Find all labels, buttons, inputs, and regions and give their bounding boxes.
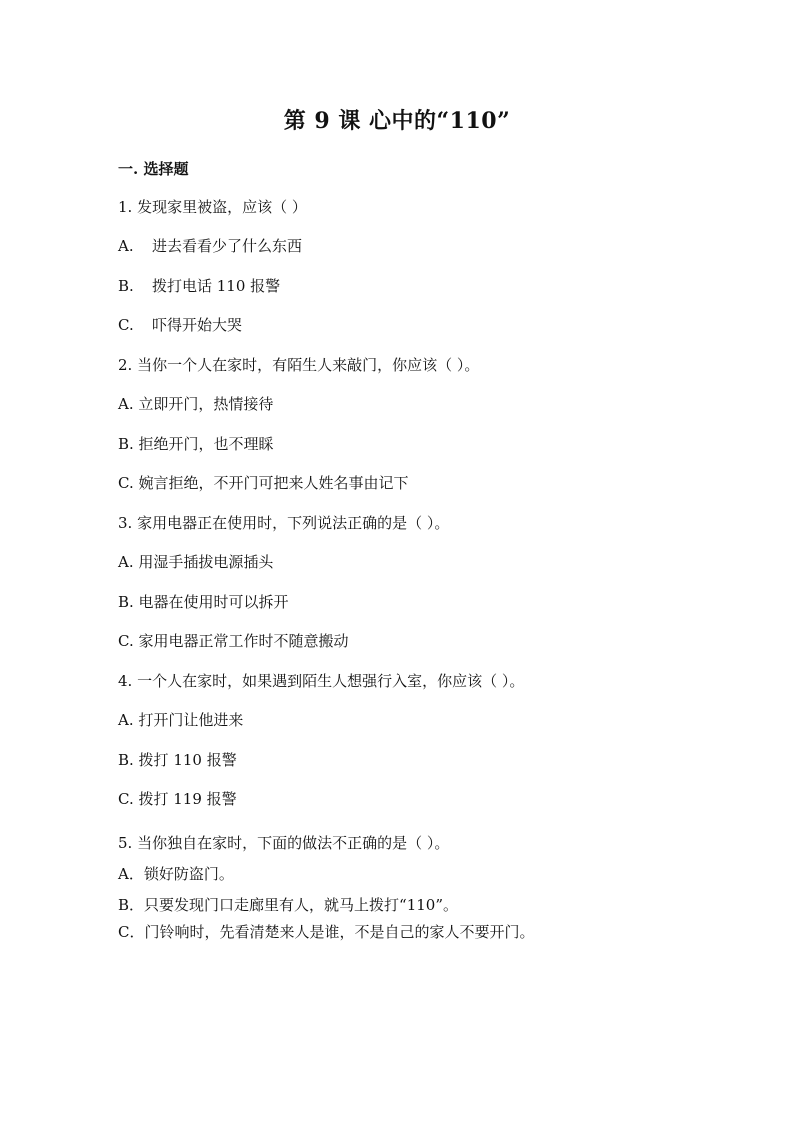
option-c	[118, 315, 242, 335]
option-b: B. 拨打 110 报警	[118, 751, 237, 769]
question-stem: 3. 家用电器正在使用时，下列说法正确的是（ ）。	[118, 514, 450, 532]
option-a	[118, 236, 302, 256]
option-b: B. 电器在使用时可以拆开	[118, 593, 289, 611]
option-letter: C.	[118, 316, 134, 334]
question-stem: 2. 当你一个人在家时，有陌生人来敲门，你应该（ ）。	[118, 356, 480, 374]
question-stem: 5. 当你独自在家时，下面的做法不正确的是（ ）。	[118, 834, 450, 852]
option-b	[118, 276, 280, 296]
option-a: A. 立即开门，热情接待	[118, 395, 274, 413]
question-stem: 4. 一个人在家时，如果遇到陌生人想强行入室，你应该（ ）。	[118, 672, 525, 690]
option-c: C. 婉言拒绝，不开门可把来人姓名事由记下	[118, 474, 409, 492]
option-a: A. 用湿手插拔电源插头	[118, 553, 274, 571]
section-heading: 一. 选择题	[118, 160, 189, 178]
option-text: 吓得开始大哭	[152, 316, 243, 334]
option-text: 进去看看少了什么东西	[152, 237, 303, 255]
option-c: C．门铃响时，先看清楚来人是谁，不是自己的家人不要开门。	[118, 923, 535, 941]
option-a: A．锁好防盗门。	[118, 865, 234, 883]
option-c: C. 拨打 119 报警	[118, 790, 237, 808]
option-b: B．只要发现门口走廊里有人，就马上拨打“110”。	[118, 896, 458, 914]
option-letter: A.	[118, 237, 134, 255]
option-a: A. 打开门让他进来	[118, 711, 244, 729]
option-text: 拨打电话 110 报警	[152, 277, 281, 295]
page-title: 第 9 课 心中的“110”	[283, 108, 511, 134]
option-letter: B.	[118, 277, 134, 295]
question-stem: 1. 发现家里被盗，应该（ ）	[118, 198, 307, 216]
option-c: C. 家用电器正常工作时不随意搬动	[118, 632, 349, 650]
option-b: B. 拒绝开门，也不理睬	[118, 435, 274, 453]
